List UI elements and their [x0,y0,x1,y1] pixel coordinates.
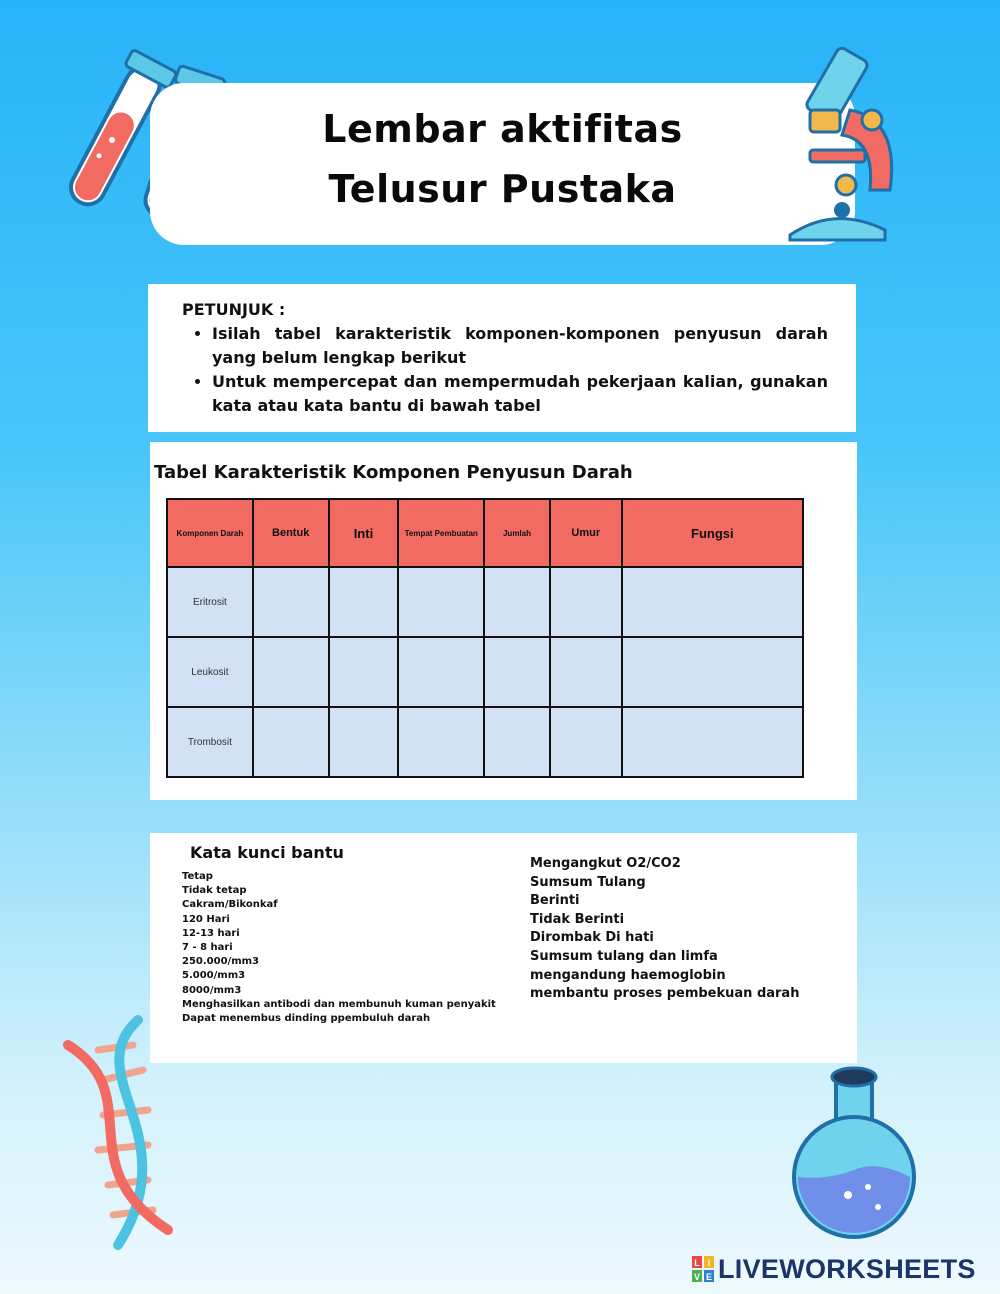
header-fungsi: Fungsi [622,499,803,567]
keyword-item: Dapat menembus dinding ppembuluh darah [182,1013,431,1025]
instruction-item: • Untuk mempercepat dan mempermudah pekerjaan kalian, gunakan kata atau kata bantu di bawah tabel [212,370,828,418]
keyword-item: 120 Hari [182,913,230,925]
row-label-trombosit: Trombosit [167,707,253,777]
answer-cell[interactable] [253,567,329,637]
instructions-heading: PETUNJUK : [182,300,286,319]
table-card [150,442,857,800]
title-line-2: Telusur Pustaka [328,167,677,211]
table-row [167,567,803,637]
header-jumlah: Jumlah [484,499,550,567]
header-komponen-darah: Komponen Darah [167,499,253,567]
instructions-list [182,322,828,418]
answer-cell[interactable] [329,707,399,777]
answer-cell[interactable] [484,707,550,777]
answer-cell[interactable] [622,567,803,637]
keyword-item: Tetap [182,871,213,882]
answer-cell[interactable] [253,707,329,777]
table-row [167,707,803,777]
answer-cell[interactable] [550,567,622,637]
answer-cell[interactable] [484,637,550,707]
keyword-item: 12-13 hari [182,927,240,939]
answer-cell[interactable] [253,637,329,707]
liveworksheets-logo [692,1254,976,1284]
keyword-item: Mengangkut O2/CO2 [530,856,681,871]
keyword-item: mengandung haemoglobin [530,967,726,983]
answer-cell[interactable] [398,637,484,707]
keyword-list-right [530,855,799,1004]
answer-cell[interactable] [550,707,622,777]
header-umur: Umur [550,499,622,567]
keyword-title: Kata kunci bantu [190,843,344,862]
answer-cell[interactable] [329,637,399,707]
keyword-item: Cakram/Bikonkaf [182,899,278,911]
keyword-item: Tidak tetap [182,885,247,897]
title-line-1: Lembar aktifitas [322,107,683,151]
header-inti: Inti [329,499,399,567]
table-title: Tabel Karakteristik Komponen Penyusun Darah [154,462,633,483]
logo-tile-e: E [705,1272,713,1282]
answer-cell[interactable] [622,637,803,707]
answer-cell[interactable] [484,567,550,637]
keyword-item: Dirombak Di hati [530,930,654,946]
header-tempat-pembuatan: Tempat Pembuatan [398,499,484,567]
keyword-item: 8000/mm3 [182,984,242,996]
row-label-eritrosit: Eritrosit [167,567,253,637]
table-header-row [167,499,803,567]
keyword-item: 5.000/mm3 [182,970,246,982]
microscope-icon [780,40,910,245]
title-card [150,83,855,245]
keyword-item: Menghasilkan antibodi dan membunuh kuman penyakit [182,998,496,1010]
answer-cell[interactable] [398,707,484,777]
answer-cell[interactable] [550,637,622,707]
keyword-item: Sumsum tulang dan limfa [530,948,718,964]
characteristics-table [166,498,804,778]
logo-tiles-icon [692,1256,714,1282]
keyword-item: 7 - 8 hari [182,942,233,954]
keyword-item: Berinti [530,893,580,909]
answer-cell[interactable] [622,707,803,777]
header-bentuk: Bentuk [253,499,329,567]
flask-icon [788,1065,918,1245]
answer-cell[interactable] [329,567,399,637]
row-label-leukosit: Leukosit [167,637,253,707]
keyword-item: Tidak Berinti [530,911,625,927]
dna-icon [58,1015,188,1250]
logo-tile-v: V [693,1272,701,1282]
keyword-item: Sumsum Tulang [530,874,646,890]
keyword-item: membantu proses pembekuan darah [530,986,800,1002]
logo-tile-l: L [694,1258,700,1268]
keyword-card [150,833,857,1063]
keyword-list-left [182,870,496,1026]
answer-cell[interactable] [398,567,484,637]
logo-tile-i: I [707,1258,711,1268]
logo-text: LIVEWORKSHEETS [718,1253,976,1284]
keyword-item: 250.000/mm3 [182,956,259,968]
table-row [167,637,803,707]
instructions-card [148,284,856,432]
instruction-item: • Isilah tabel karakteristik komponen-komponen penyusun darah yang belum lengkap berikut [212,322,828,370]
